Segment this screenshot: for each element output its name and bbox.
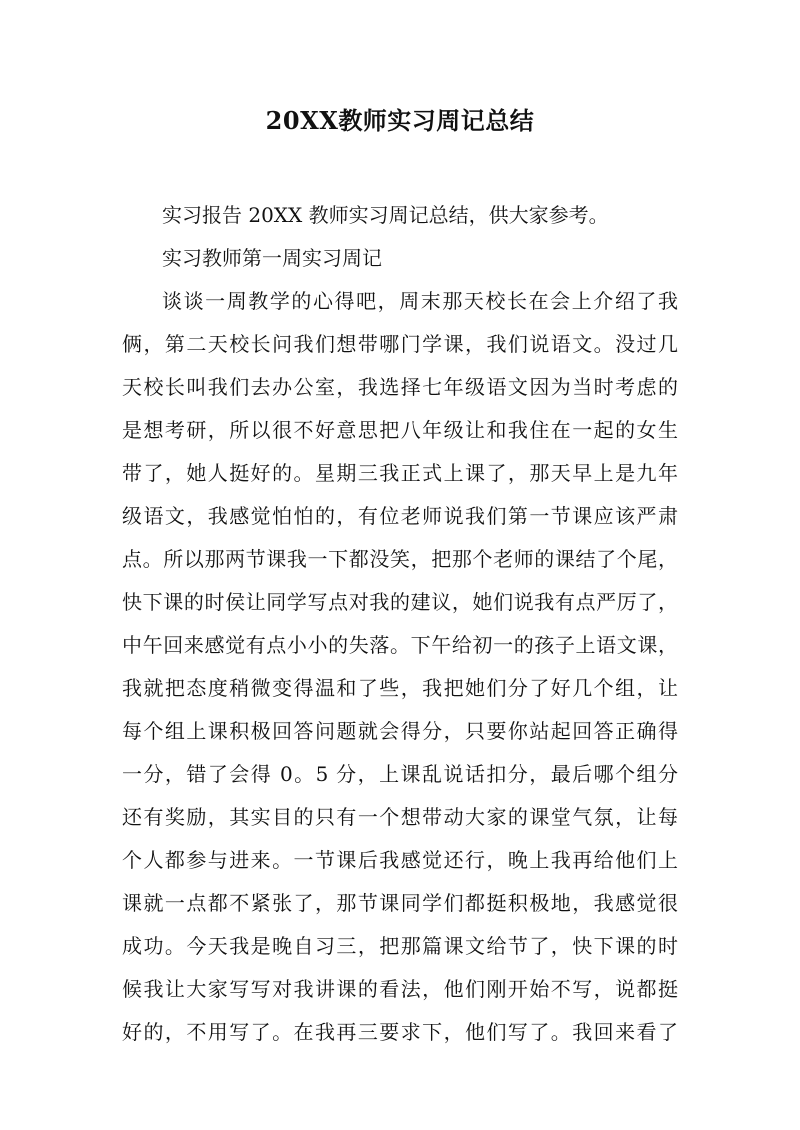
- body-line: 课就一点都不紧张了，那节课同学们都挺积极地，我感觉很: [122, 891, 678, 915]
- section-heading: 实习教师第一周实习周记: [162, 246, 382, 270]
- body-line: 我就把态度稍微变得温和了些，我把她们分了好几个组，让: [122, 676, 678, 700]
- body-line: 带了，她人挺好的。星期三我正式上课了，那天早上是九年: [122, 461, 678, 485]
- body-line: 级语文，我感觉怕怕的，有位老师说我们第一节课应该严肃: [122, 504, 678, 528]
- document-title: 20XX教师实习周记总结: [265, 106, 535, 135]
- intro-paragraph: 实习报告 20XX 教师实习周记总结，供大家参考。: [162, 203, 609, 227]
- body-line: 一分，错了会得 0。5 分，上课乱说话扣分，最后哪个组分: [122, 762, 678, 786]
- body-line: 成功。今天我是晚自习三，把那篇课文给节了，快下课的时: [122, 934, 678, 958]
- body-line: 天校长叫我们去办公室，我选择七年级语文因为当时考虑的: [122, 375, 678, 399]
- body-line: 候我让大家写写对我讲课的看法，他们刚开始不写，说都挺: [122, 977, 678, 1001]
- body-line: 个人都参与进来。一节课后我感觉还行，晚上我再给他们上: [122, 848, 678, 872]
- body-line: 点。所以那两节课我一下都没笑，把那个老师的课结了个尾，: [122, 547, 678, 571]
- body-line: 中午回来感觉有点小小的失落。下午给初一的孩子上语文课，: [122, 633, 678, 657]
- body-line: 还有奖励，其实目的只有一个想带动大家的课堂气氛，让每: [122, 805, 678, 829]
- body-line: 谈谈一周教学的心得吧，周末那天校长在会上介绍了我: [162, 289, 678, 313]
- body-line: 快下课的时侯让同学写点对我的建议，她们说我有点严厉了，: [122, 590, 678, 614]
- body-line: 俩，第二天校长问我们想带哪门学课，我们说语文。没过几: [122, 332, 678, 356]
- body-line: 好的，不用写了。在我再三要求下，他们写了。我回来看了: [122, 1020, 678, 1044]
- body-line: 是想考研，所以很不好意思把八年级让和我住在一起的女生: [122, 418, 678, 442]
- body-line: 每个组上课积极回答问题就会得分，只要你站起回答正确得: [122, 719, 678, 743]
